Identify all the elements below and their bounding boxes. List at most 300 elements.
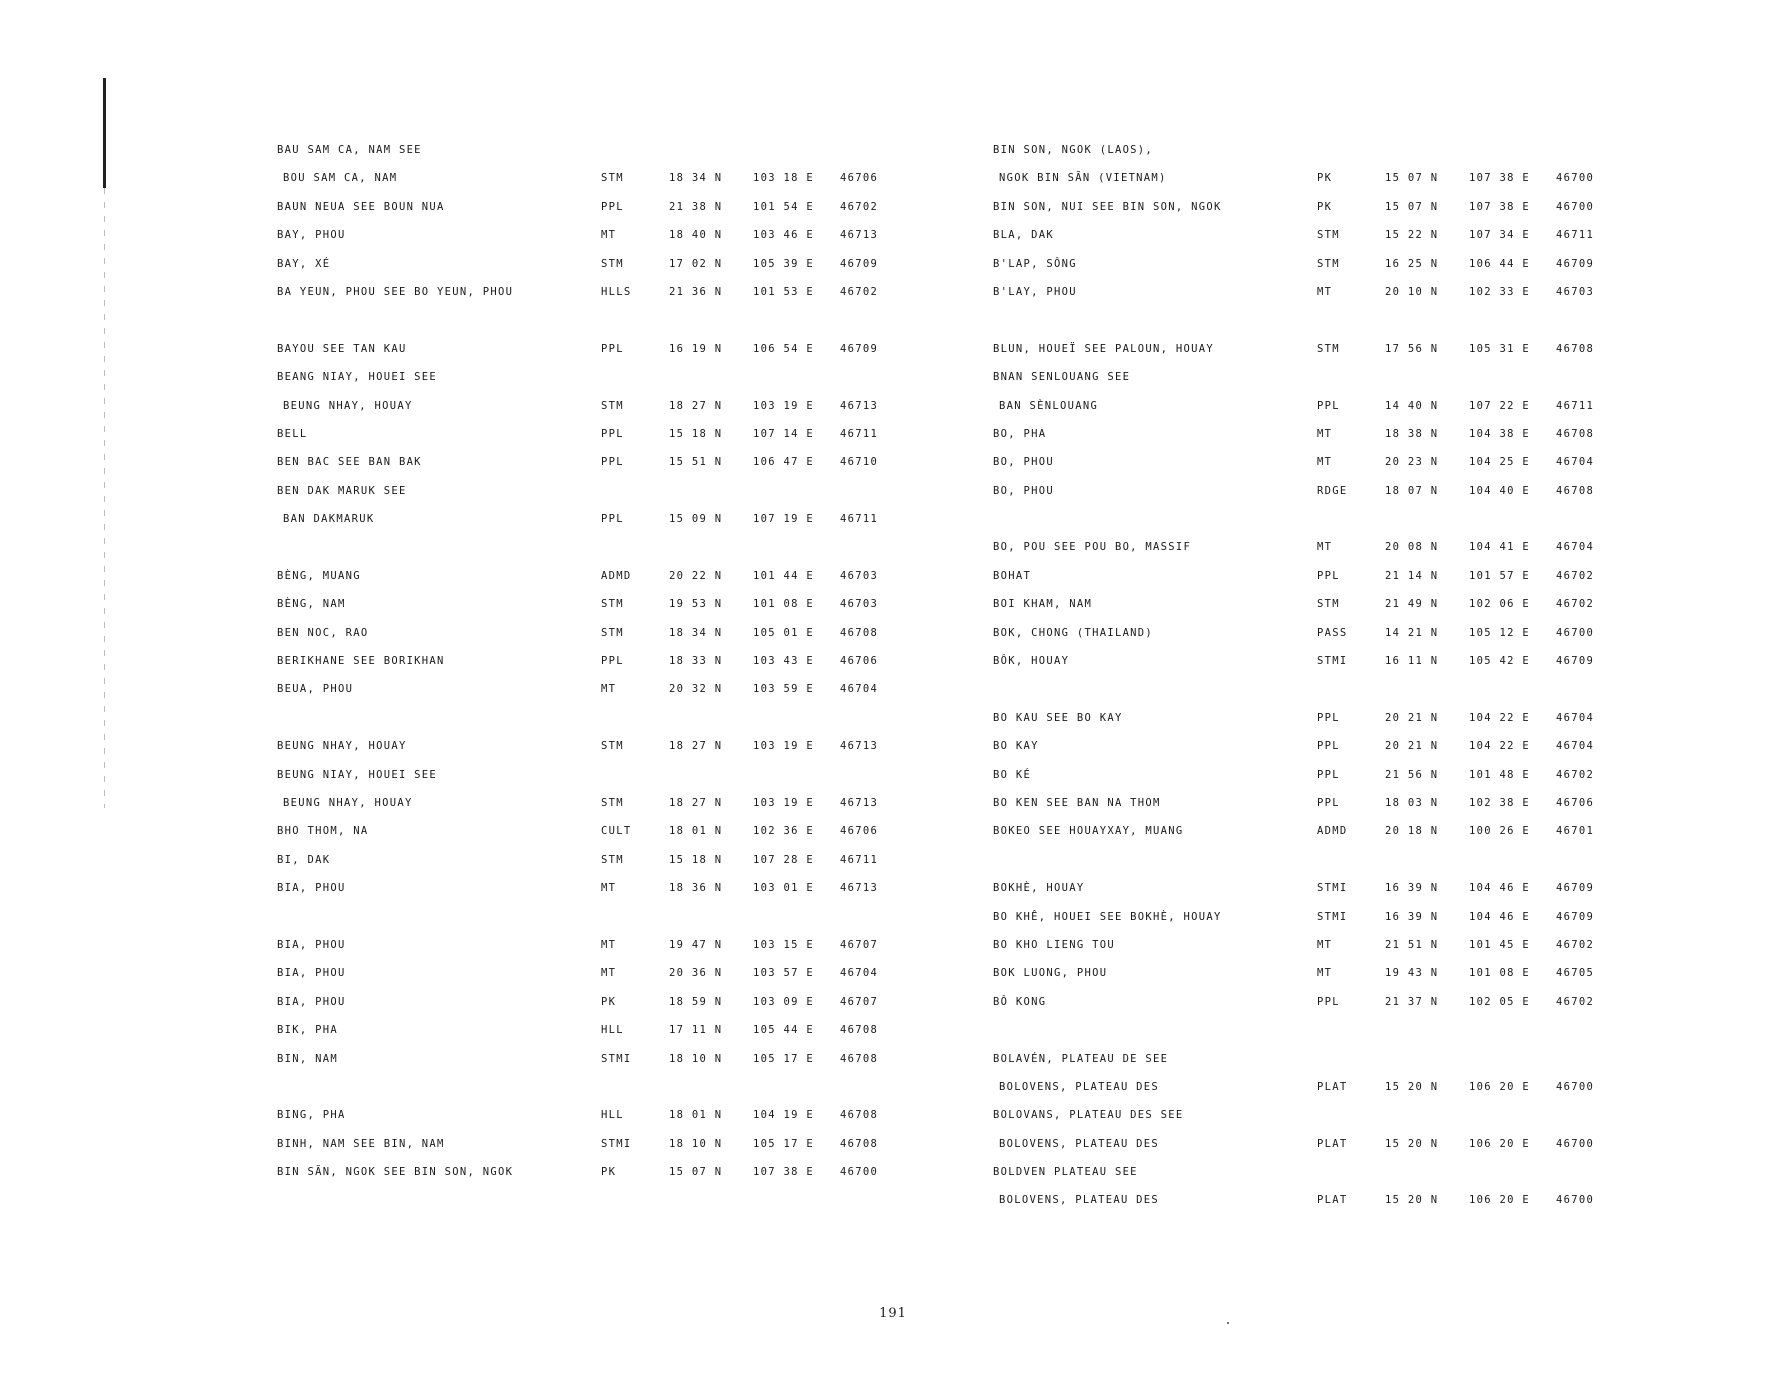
place-name: BAUN NEUA SEE BOUN NUA	[277, 200, 445, 213]
latitude: 17 02 N	[669, 257, 723, 270]
map-sheet-number: 46709	[1556, 655, 1595, 668]
longitude: 103 59 E	[753, 683, 814, 696]
longitude: 103 15 E	[753, 938, 814, 951]
latitude: 21 51 N	[1385, 938, 1439, 951]
map-sheet-number: 46704	[840, 683, 879, 696]
longitude: 107 38 E	[753, 1166, 814, 1179]
map-sheet-number: 46700	[1556, 1137, 1595, 1150]
longitude: 103 09 E	[753, 995, 814, 1008]
feature-designation: PK	[601, 995, 617, 1008]
longitude: 105 17 E	[753, 1137, 814, 1150]
row-spacer	[993, 846, 1633, 874]
longitude: 101 44 E	[753, 569, 814, 582]
map-sheet-number: 46702	[1556, 995, 1595, 1008]
feature-designation: CULT	[601, 825, 632, 838]
gazetteer-entry	[993, 448, 1633, 476]
gazetteer-entry	[277, 931, 917, 959]
gazetteer-entry	[277, 675, 917, 703]
map-sheet-number: 46707	[840, 938, 879, 951]
gazetteer-entry	[277, 647, 917, 675]
gazetteer-entry	[993, 477, 1633, 505]
latitude: 20 32 N	[669, 683, 723, 696]
map-sheet-number: 46713	[840, 740, 879, 753]
gazetteer-entry	[277, 136, 917, 164]
longitude: 102 33 E	[1469, 285, 1530, 298]
latitude: 16 39 N	[1385, 910, 1439, 923]
map-sheet-number: 46706	[840, 172, 879, 185]
place-name: BO, PHOU	[993, 456, 1054, 469]
feature-designation: PPL	[601, 427, 624, 440]
gazetteer-entry	[993, 959, 1633, 987]
gazetteer-entry	[993, 193, 1633, 221]
place-name: BAN SÈNLOUANG	[999, 399, 1099, 412]
feature-designation: STMI	[1317, 910, 1348, 923]
latitude: 21 37 N	[1385, 995, 1439, 1008]
map-sheet-number: 46706	[1556, 796, 1595, 809]
map-sheet-number: 46711	[840, 427, 879, 440]
map-sheet-number: 46702	[840, 200, 879, 213]
place-name: BA YEUN, PHOU SEE BO YEUN, PHOU	[277, 285, 514, 298]
longitude: 107 34 E	[1469, 229, 1530, 242]
longitude: 107 19 E	[753, 513, 814, 526]
feature-designation: PK	[601, 1166, 617, 1179]
place-name: BIK, PHA	[277, 1024, 338, 1037]
gazetteer-column-right	[993, 136, 1633, 1215]
map-sheet-number: 46711	[840, 853, 879, 866]
longitude: 105 39 E	[753, 257, 814, 270]
map-sheet-number: 46709	[840, 342, 879, 355]
scan-speck	[1227, 1322, 1229, 1324]
place-name: BAY, XÉ	[277, 257, 331, 270]
feature-designation: STM	[601, 853, 624, 866]
map-sheet-number: 46708	[840, 626, 879, 639]
map-sheet-number: 46708	[1556, 342, 1595, 355]
feature-designation: PASS	[1317, 626, 1348, 639]
gazetteer-entry	[277, 448, 917, 476]
latitude: 15 22 N	[1385, 229, 1439, 242]
latitude: 19 53 N	[669, 598, 723, 611]
place-name: BOKEO SEE HOUAYXAY, MUANG	[993, 825, 1184, 838]
feature-designation: STMI	[601, 1137, 632, 1150]
map-sheet-number: 46700	[1556, 200, 1595, 213]
place-name: BLUN, HOUEÏ SEE PALOUN, HOUAY	[993, 342, 1215, 355]
longitude: 105 31 E	[1469, 342, 1530, 355]
place-name: BEUA, PHOU	[277, 683, 354, 696]
gazetteer-entry	[277, 477, 917, 505]
place-name: BNAN SENLOUANG SEE	[993, 371, 1131, 384]
place-name: BO KHÊ, HOUEI SEE BOKHÈ, HOUAY	[993, 910, 1222, 923]
row-spacer	[277, 704, 917, 732]
longitude: 105 12 E	[1469, 626, 1530, 639]
map-sheet-number: 46702	[1556, 768, 1595, 781]
row-spacer	[277, 306, 917, 334]
longitude: 100 26 E	[1469, 825, 1530, 838]
feature-designation: PPL	[601, 456, 624, 469]
map-sheet-number: 46708	[840, 1024, 879, 1037]
place-name: BEANG NIAY, HOUEI SEE	[277, 371, 438, 384]
place-name: BOLAVÉN, PLATEAU DE SEE	[993, 1052, 1169, 1065]
map-sheet-number: 46713	[840, 229, 879, 242]
longitude: 103 43 E	[753, 655, 814, 668]
map-sheet-number: 46704	[1556, 711, 1595, 724]
latitude: 18 10 N	[669, 1137, 723, 1150]
place-name: BIA, PHOU	[277, 938, 346, 951]
longitude: 101 54 E	[753, 200, 814, 213]
gazetteer-entry	[277, 846, 917, 874]
latitude: 16 19 N	[669, 342, 723, 355]
map-sheet-number: 46713	[840, 882, 879, 895]
place-name: BEN DAK MARUK SEE	[277, 484, 407, 497]
latitude: 18 27 N	[669, 399, 723, 412]
feature-designation: PLAT	[1317, 1194, 1348, 1207]
map-sheet-number: 46711	[1556, 229, 1595, 242]
feature-designation: STM	[601, 257, 624, 270]
latitude: 18 33 N	[669, 655, 723, 668]
map-sheet-number: 46700	[1556, 1194, 1595, 1207]
latitude: 15 07 N	[1385, 200, 1439, 213]
gazetteer-entry	[277, 1158, 917, 1186]
latitude: 20 10 N	[1385, 285, 1439, 298]
latitude: 16 25 N	[1385, 257, 1439, 270]
latitude: 16 11 N	[1385, 655, 1439, 668]
longitude: 103 19 E	[753, 740, 814, 753]
latitude: 21 38 N	[669, 200, 723, 213]
latitude: 19 43 N	[1385, 967, 1439, 980]
place-name: BEUNG NHAY, HOUAY	[277, 740, 407, 753]
place-name: BI, DAK	[277, 853, 331, 866]
longitude: 102 38 E	[1469, 796, 1530, 809]
map-sheet-number: 46703	[840, 598, 879, 611]
gazetteer-entry	[277, 193, 917, 221]
gazetteer-entry	[993, 647, 1633, 675]
place-name: B'LAP, SÔNG	[993, 257, 1077, 270]
gazetteer-entry	[993, 619, 1633, 647]
longitude: 104 25 E	[1469, 456, 1530, 469]
latitude: 20 21 N	[1385, 740, 1439, 753]
feature-designation: MT	[1317, 541, 1333, 554]
feature-designation: HLL	[601, 1024, 624, 1037]
latitude: 15 09 N	[669, 513, 723, 526]
latitude: 18 27 N	[669, 796, 723, 809]
latitude: 19 47 N	[669, 938, 723, 951]
gazetteer-entry	[277, 1045, 917, 1073]
map-sheet-number: 46700	[1556, 172, 1595, 185]
gazetteer-entry	[993, 817, 1633, 845]
gazetteer-entry	[993, 1130, 1633, 1158]
gazetteer-entry	[993, 1158, 1633, 1186]
longitude: 101 45 E	[1469, 938, 1530, 951]
place-name: BAYOU SEE TAN KAU	[277, 342, 407, 355]
longitude: 104 41 E	[1469, 541, 1530, 554]
feature-designation: STM	[601, 626, 624, 639]
feature-designation: STMI	[1317, 655, 1348, 668]
gazetteer-entry	[277, 619, 917, 647]
map-sheet-number: 46700	[1556, 1080, 1595, 1093]
row-spacer	[993, 1016, 1633, 1044]
row-spacer	[993, 505, 1633, 533]
feature-designation: MT	[601, 882, 617, 895]
gazetteer-entry	[277, 278, 917, 306]
map-sheet-number: 46711	[1556, 399, 1595, 412]
longitude: 106 44 E	[1469, 257, 1530, 270]
longitude: 107 28 E	[753, 853, 814, 866]
place-name: BELL	[277, 427, 308, 440]
map-sheet-number: 46708	[1556, 427, 1595, 440]
gazetteer-entry	[993, 988, 1633, 1016]
latitude: 18 34 N	[669, 626, 723, 639]
feature-designation: MT	[601, 683, 617, 696]
gazetteer-entry	[277, 505, 917, 533]
longitude: 104 22 E	[1469, 740, 1530, 753]
longitude: 106 54 E	[753, 342, 814, 355]
row-spacer	[277, 1073, 917, 1101]
latitude: 14 21 N	[1385, 626, 1439, 639]
map-sheet-number: 46703	[840, 569, 879, 582]
place-name: BO KHO LIENG TOU	[993, 938, 1115, 951]
place-name: BIA, PHOU	[277, 995, 346, 1008]
place-name: BO KAY	[993, 740, 1039, 753]
latitude: 15 18 N	[669, 427, 723, 440]
place-name: BEUNG NHAY, HOUAY	[283, 399, 413, 412]
latitude: 18 40 N	[669, 229, 723, 242]
place-name: BO KAU SEE BO KAY	[993, 711, 1123, 724]
latitude: 18 38 N	[1385, 427, 1439, 440]
gazetteer-entry	[993, 136, 1633, 164]
feature-designation: MT	[1317, 456, 1333, 469]
feature-designation: PK	[1317, 172, 1333, 185]
feature-designation: MT	[601, 938, 617, 951]
gazetteer-entry	[277, 590, 917, 618]
place-name: BOLOVENS, PLATEAU DES	[999, 1137, 1160, 1150]
map-sheet-number: 46709	[1556, 910, 1595, 923]
gazetteer-entry	[993, 704, 1633, 732]
longitude: 101 08 E	[1469, 967, 1530, 980]
latitude: 18 36 N	[669, 882, 723, 895]
place-name: BOLOVENS, PLATEAU DES	[999, 1080, 1160, 1093]
feature-designation: STM	[601, 598, 624, 611]
longitude: 104 38 E	[1469, 427, 1530, 440]
gazetteer-entry	[993, 903, 1633, 931]
feature-designation: PPL	[601, 200, 624, 213]
place-name: BEUNG NHAY, HOUAY	[283, 796, 413, 809]
place-name: BOHAT	[993, 569, 1032, 582]
feature-designation: PPL	[601, 342, 624, 355]
gazetteer-entry	[993, 1045, 1633, 1073]
place-name: BOLDVEN PLATEAU SEE	[993, 1166, 1138, 1179]
latitude: 15 20 N	[1385, 1080, 1439, 1093]
longitude: 107 14 E	[753, 427, 814, 440]
map-sheet-number: 46709	[840, 257, 879, 270]
place-name: BIN SON, NUI SEE BIN SON, NGOK	[993, 200, 1222, 213]
latitude: 20 21 N	[1385, 711, 1439, 724]
latitude: 21 56 N	[1385, 768, 1439, 781]
longitude: 102 06 E	[1469, 598, 1530, 611]
map-sheet-number: 46702	[1556, 569, 1595, 582]
latitude: 20 23 N	[1385, 456, 1439, 469]
place-name: BO, PHOU	[993, 484, 1054, 497]
place-name: BO, PHA	[993, 427, 1047, 440]
gazetteer-entry	[993, 420, 1633, 448]
place-name: BIN SÃN, NGOK SEE BIN SON, NGOK	[277, 1166, 514, 1179]
place-name: BIN, NAM	[277, 1052, 338, 1065]
place-name: BOLOVANS, PLATEAU DES SEE	[993, 1109, 1184, 1122]
gazetteer-entry	[277, 221, 917, 249]
place-name: BIA, PHOU	[277, 882, 346, 895]
latitude: 21 14 N	[1385, 569, 1439, 582]
latitude: 15 51 N	[669, 456, 723, 469]
gazetteer-entry	[993, 1186, 1633, 1214]
feature-designation: STM	[1317, 342, 1340, 355]
latitude: 18 01 N	[669, 1109, 723, 1122]
row-spacer	[277, 903, 917, 931]
gazetteer-column-left	[277, 136, 917, 1186]
place-name: BO KÉ	[993, 768, 1032, 781]
gazetteer-entry	[993, 874, 1633, 902]
longitude: 101 48 E	[1469, 768, 1530, 781]
latitude: 18 27 N	[669, 740, 723, 753]
margin-rule	[103, 78, 106, 188]
latitude: 18 07 N	[1385, 484, 1439, 497]
feature-designation: PPL	[1317, 768, 1340, 781]
latitude: 18 34 N	[669, 172, 723, 185]
map-sheet-number: 46703	[1556, 285, 1595, 298]
place-name: BINH, NAM SEE BIN, NAM	[277, 1137, 445, 1150]
gazetteer-entry	[993, 164, 1633, 192]
place-name: BÔ KONG	[993, 995, 1047, 1008]
margin-rule-dotted	[104, 188, 105, 808]
map-sheet-number: 46704	[1556, 740, 1595, 753]
feature-designation: PPL	[601, 513, 624, 526]
feature-designation: MT	[601, 967, 617, 980]
gazetteer-entry	[277, 959, 917, 987]
gazetteer-entry	[993, 1101, 1633, 1129]
feature-designation: MT	[601, 229, 617, 242]
gazetteer-entry	[993, 533, 1633, 561]
row-spacer	[993, 675, 1633, 703]
gazetteer-entry	[277, 392, 917, 420]
longitude: 103 18 E	[753, 172, 814, 185]
gazetteer-entry	[993, 1073, 1633, 1101]
longitude: 102 05 E	[1469, 995, 1530, 1008]
gazetteer-entry	[993, 789, 1633, 817]
place-name: BIN SON, NGOK (LAOS),	[993, 144, 1154, 156]
gazetteer-entry	[993, 335, 1633, 363]
feature-designation: STMI	[601, 1052, 632, 1065]
longitude: 107 38 E	[1469, 172, 1530, 185]
place-name: BOK LUONG, PHOU	[993, 967, 1108, 980]
feature-designation: PPL	[1317, 740, 1340, 753]
row-spacer	[993, 306, 1633, 334]
latitude: 15 07 N	[669, 1166, 723, 1179]
place-name: BIA, PHOU	[277, 967, 346, 980]
feature-designation: STM	[601, 740, 624, 753]
place-name: BERIKHANE SEE BORIKHAN	[277, 655, 445, 668]
longitude: 105 44 E	[753, 1024, 814, 1037]
page-number: 191	[879, 1306, 907, 1321]
latitude: 18 10 N	[669, 1052, 723, 1065]
place-name: BHO THOM, NA	[277, 825, 369, 838]
map-sheet-number: 46707	[840, 995, 879, 1008]
gazetteer-entry	[277, 164, 917, 192]
longitude: 104 40 E	[1469, 484, 1530, 497]
latitude: 18 03 N	[1385, 796, 1439, 809]
longitude: 104 46 E	[1469, 910, 1530, 923]
place-name: BOU SAM CA, NAM	[283, 172, 398, 185]
feature-designation: MT	[1317, 938, 1333, 951]
place-name: BAY, PHOU	[277, 229, 346, 242]
feature-designation: PPL	[1317, 569, 1340, 582]
latitude: 20 08 N	[1385, 541, 1439, 554]
latitude: 14 40 N	[1385, 399, 1439, 412]
gazetteer-entry	[277, 562, 917, 590]
gazetteer-entry	[993, 562, 1633, 590]
latitude: 18 59 N	[669, 995, 723, 1008]
map-sheet-number: 46702	[1556, 598, 1595, 611]
gazetteer-entry	[993, 931, 1633, 959]
place-name: BÔK, HOUAY	[993, 655, 1070, 668]
longitude: 101 57 E	[1469, 569, 1530, 582]
map-sheet-number: 46710	[840, 456, 879, 469]
latitude: 20 36 N	[669, 967, 723, 980]
map-sheet-number: 46708	[840, 1137, 879, 1150]
feature-designation: STM	[601, 172, 624, 185]
longitude: 104 22 E	[1469, 711, 1530, 724]
map-sheet-number: 46706	[840, 655, 879, 668]
map-sheet-number: 46713	[840, 796, 879, 809]
longitude: 105 42 E	[1469, 655, 1530, 668]
feature-designation: HLL	[601, 1109, 624, 1122]
longitude: 101 53 E	[753, 285, 814, 298]
feature-designation: STM	[601, 796, 624, 809]
row-spacer	[277, 533, 917, 561]
feature-designation: PPL	[1317, 711, 1340, 724]
latitude: 17 56 N	[1385, 342, 1439, 355]
longitude: 101 08 E	[753, 598, 814, 611]
gazetteer-entry	[993, 278, 1633, 306]
longitude: 106 47 E	[753, 456, 814, 469]
latitude: 21 36 N	[669, 285, 723, 298]
gazetteer-entry	[277, 1101, 917, 1129]
map-sheet-number: 46708	[840, 1052, 879, 1065]
place-name: BEN BAC SEE BAN BAK	[277, 456, 422, 469]
feature-designation: HLLS	[601, 285, 632, 298]
feature-designation: PPL	[1317, 995, 1340, 1008]
longitude: 106 20 E	[1469, 1080, 1530, 1093]
map-sheet-number: 46704	[1556, 456, 1595, 469]
longitude: 104 46 E	[1469, 882, 1530, 895]
feature-designation: STM	[1317, 598, 1340, 611]
feature-designation: STM	[1317, 229, 1340, 242]
gazetteer-entry	[993, 363, 1633, 391]
feature-designation: RDGE	[1317, 484, 1348, 497]
gazetteer-entry	[993, 590, 1633, 618]
place-name: BAN DAKMARUK	[283, 513, 375, 526]
gazetteer-entry	[277, 1130, 917, 1158]
gazetteer-entry	[993, 761, 1633, 789]
place-name: BLA, DAK	[993, 229, 1054, 242]
map-sheet-number: 46701	[1556, 825, 1595, 838]
gazetteer-entry	[993, 221, 1633, 249]
latitude: 15 18 N	[669, 853, 723, 866]
map-sheet-number: 46704	[1556, 541, 1595, 554]
gazetteer-entry	[277, 335, 917, 363]
longitude: 103 19 E	[753, 796, 814, 809]
feature-designation: PPL	[601, 655, 624, 668]
map-sheet-number: 46700	[1556, 626, 1595, 639]
map-sheet-number: 46708	[1556, 484, 1595, 497]
feature-designation: STMI	[1317, 882, 1348, 895]
place-name: B'LAY, PHOU	[993, 285, 1077, 298]
